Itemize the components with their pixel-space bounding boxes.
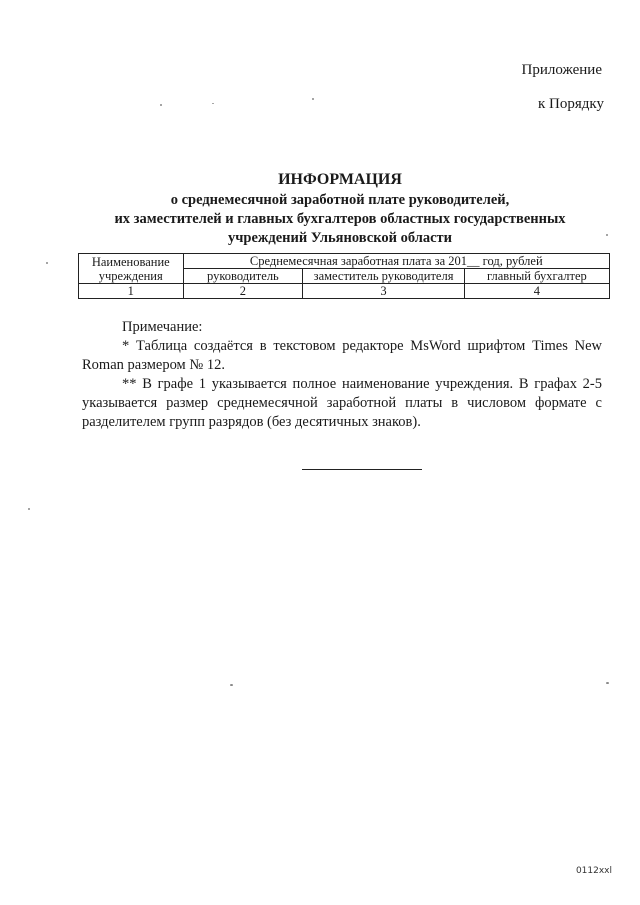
footer-code: 0112xxl bbox=[575, 866, 612, 876]
scan-speck bbox=[312, 98, 314, 100]
column-header-head: руководитель bbox=[183, 269, 303, 284]
heading-line-1: о среднемесячной заработной плате руководителей, bbox=[170, 192, 510, 208]
scan-speck bbox=[230, 684, 233, 686]
column-number-1: 1 bbox=[79, 284, 184, 299]
column-number-2: 2 bbox=[183, 284, 303, 299]
salary-table bbox=[78, 253, 610, 299]
note-1: * Таблица создаётся в текстовом редакторе MsWord шрифтом Times New Roman размером № 12. bbox=[82, 338, 602, 373]
notes-section bbox=[82, 318, 602, 432]
appendix-title: Приложение bbox=[521, 62, 602, 78]
institution-name-header: Наименование учреждения bbox=[79, 254, 184, 284]
heading-line-3: учреждений Ульяновской области bbox=[227, 230, 453, 246]
scan-speck bbox=[46, 262, 48, 264]
scan-speck bbox=[160, 104, 162, 106]
appendix-reference: к Порядку bbox=[538, 96, 604, 112]
salary-group-header: Среднемесячная заработная плата за 201__ год, рублей bbox=[183, 254, 610, 269]
notes-heading: Примечание: bbox=[122, 319, 203, 335]
column-header-deputy: заместитель руководителя bbox=[303, 269, 465, 284]
heading-line-2: их заместителей и главных бухгалтеров областных государственных bbox=[114, 211, 566, 227]
column-header-accountant: главный бухгалтер bbox=[464, 269, 609, 284]
scan-speck bbox=[606, 234, 608, 236]
table-header-row-1 bbox=[79, 254, 610, 269]
column-number-4: 4 bbox=[464, 284, 609, 299]
document-heading bbox=[60, 170, 620, 248]
scan-speck bbox=[606, 682, 609, 684]
table-number-row bbox=[79, 284, 610, 299]
scan-speck bbox=[212, 103, 214, 104]
scan-speck bbox=[28, 508, 30, 510]
column-number-3: 3 bbox=[303, 284, 465, 299]
end-divider bbox=[302, 469, 422, 470]
heading-main: ИНФОРМАЦИЯ bbox=[278, 171, 402, 188]
note-2: ** В графе 1 указывается полное наименование учреждения. В графах 2-5 указывается размер среднемесячной заработной платы в числовом формате с разделителем групп разрядов (без десятичных знаков). bbox=[82, 376, 602, 430]
